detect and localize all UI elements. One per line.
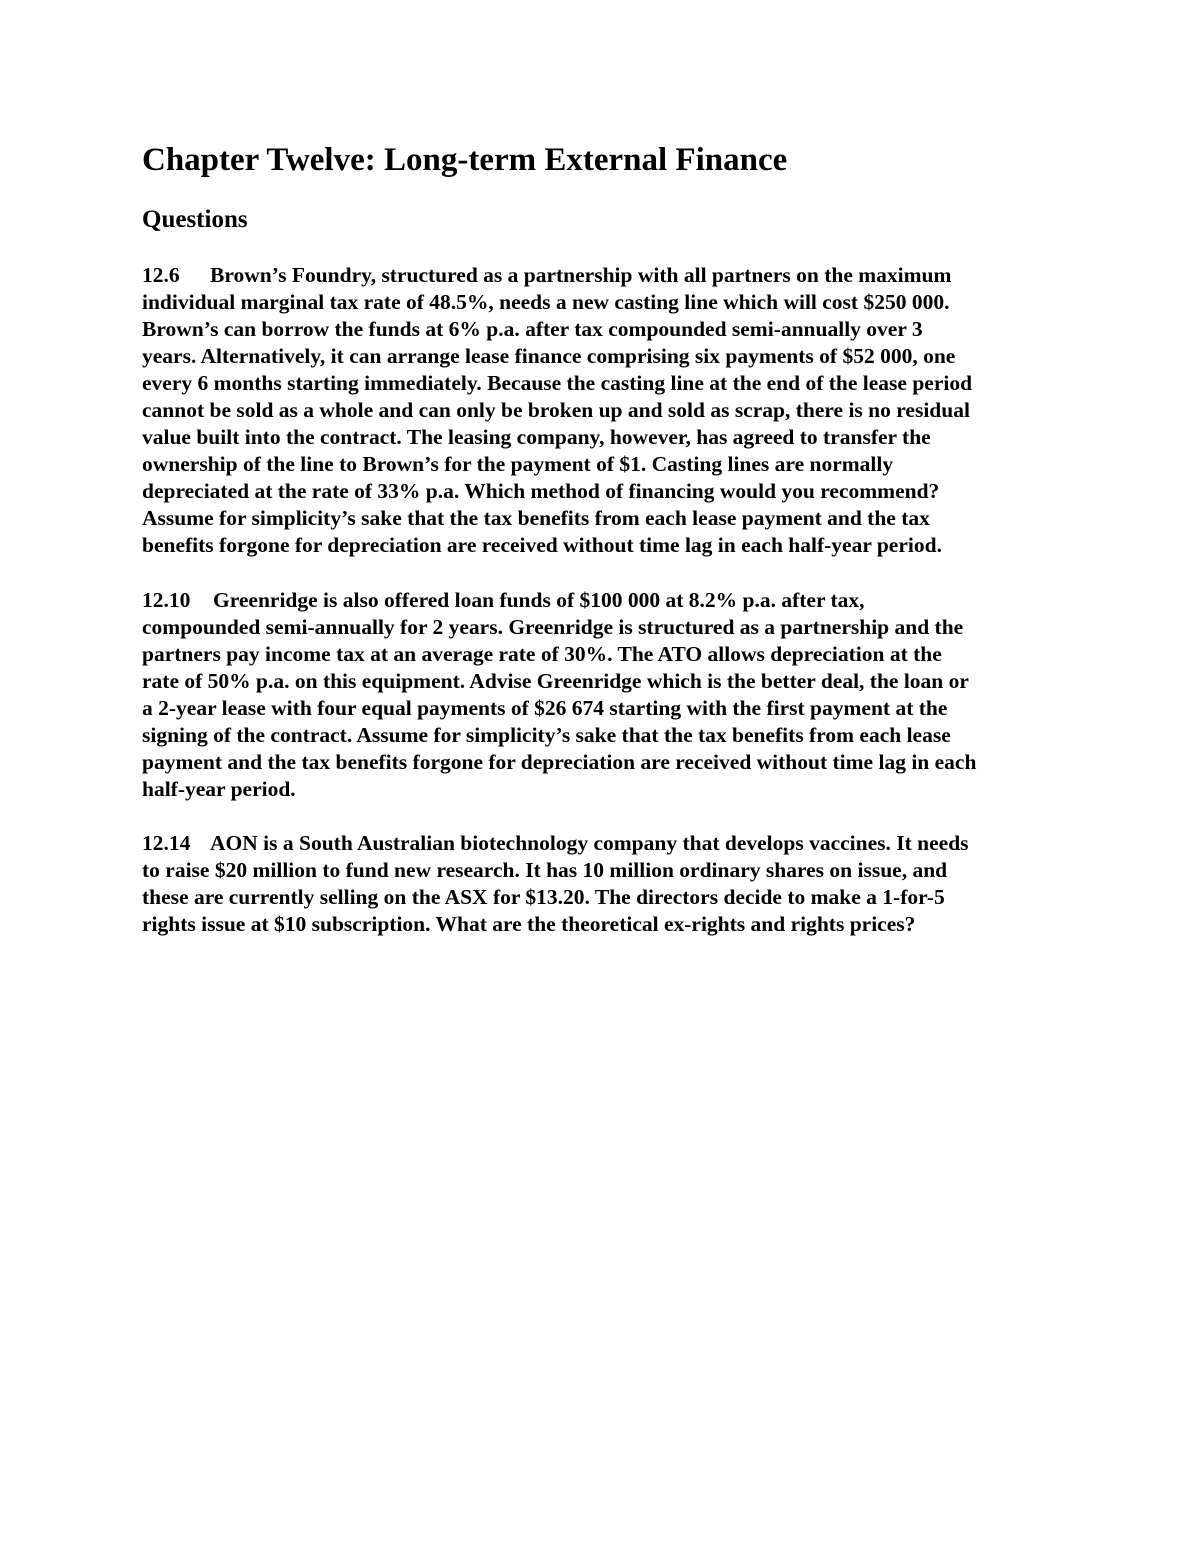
question-text: AON is a South Australian biotechnology company that develops vaccines. It needs [210,831,969,855]
question-number: 12.14 [142,831,191,855]
question-line [142,262,1067,289]
question-text: Brown’s Foundry, structured as a partnership with all partners on the maximum [210,263,952,287]
question-line: to raise $20 million to fund new research. It has 10 million ordinary shares on issue, and [142,858,948,882]
question-line: depreciated at the rate of 33% p.a. Which method of financing would you recommend? [142,479,940,503]
question-line: these are currently selling on the ASX for $13.20. The directors decide to make a 1-for-5 [142,885,945,909]
question-line: value built into the contract. The leasing company, however, has agreed to transfer the [142,425,931,449]
section-heading: Questions [142,206,248,233]
question-line: half-year period. [142,777,296,801]
question-line: rate of 50% p.a. on this equipment. Advise Greenridge which is the better deal, the loan or [142,669,969,693]
question-line: benefits forgone for depreciation are received without time lag in each half-year period. [142,533,942,557]
chapter-title: Chapter Twelve: Long-term External Finance [142,142,788,178]
question-line: Assume for simplicity’s sake that the tax benefits from each lease payment and the tax [142,506,930,530]
question-line [142,587,1067,614]
question-line: years. Alternatively, it can arrange lease finance comprising six payments of $52 000, one [142,344,956,368]
question-line: every 6 months starting immediately. Because the casting line at the end of the lease period [142,371,973,395]
question-line: ownership of the line to Brown’s for the payment of $1. Casting lines are normally [142,452,894,476]
question-12-10 [142,587,1067,803]
question-number: 12.6 [142,263,180,287]
question-12-6 [142,262,1067,559]
question-line: cannot be sold as a whole and can only be broken up and sold as scrap, there is no residual [142,398,970,422]
question-number: 12.10 [142,588,191,612]
question-text: Greenridge is also offered loan funds of $100 000 at 8.2% p.a. after tax, [213,588,865,612]
question-12-14 [142,830,1067,938]
question-line: rights issue at $10 subscription. What are the theoretical ex-rights and rights prices? [142,912,916,936]
question-line [142,830,1067,857]
question-line: individual marginal tax rate of 48.5%, needs a new casting line which will cost $250 000. [142,290,950,314]
question-line: payment and the tax benefits forgone for depreciation are received without time lag in each [142,750,977,774]
question-line: a 2-year lease with four equal payments of $26 674 starting with the first payment at the [142,696,948,720]
question-line: Brown’s can borrow the funds at 6% p.a. after tax compounded semi-annually over 3 [142,317,923,341]
question-line: compounded semi-annually for 2 years. Greenridge is structured as a partnership and the [142,615,964,639]
question-line: partners pay income tax at an average rate of 30%. The ATO allows depreciation at the [142,642,942,666]
question-line: signing of the contract. Assume for simplicity’s sake that the tax benefits from each lease [142,723,951,747]
